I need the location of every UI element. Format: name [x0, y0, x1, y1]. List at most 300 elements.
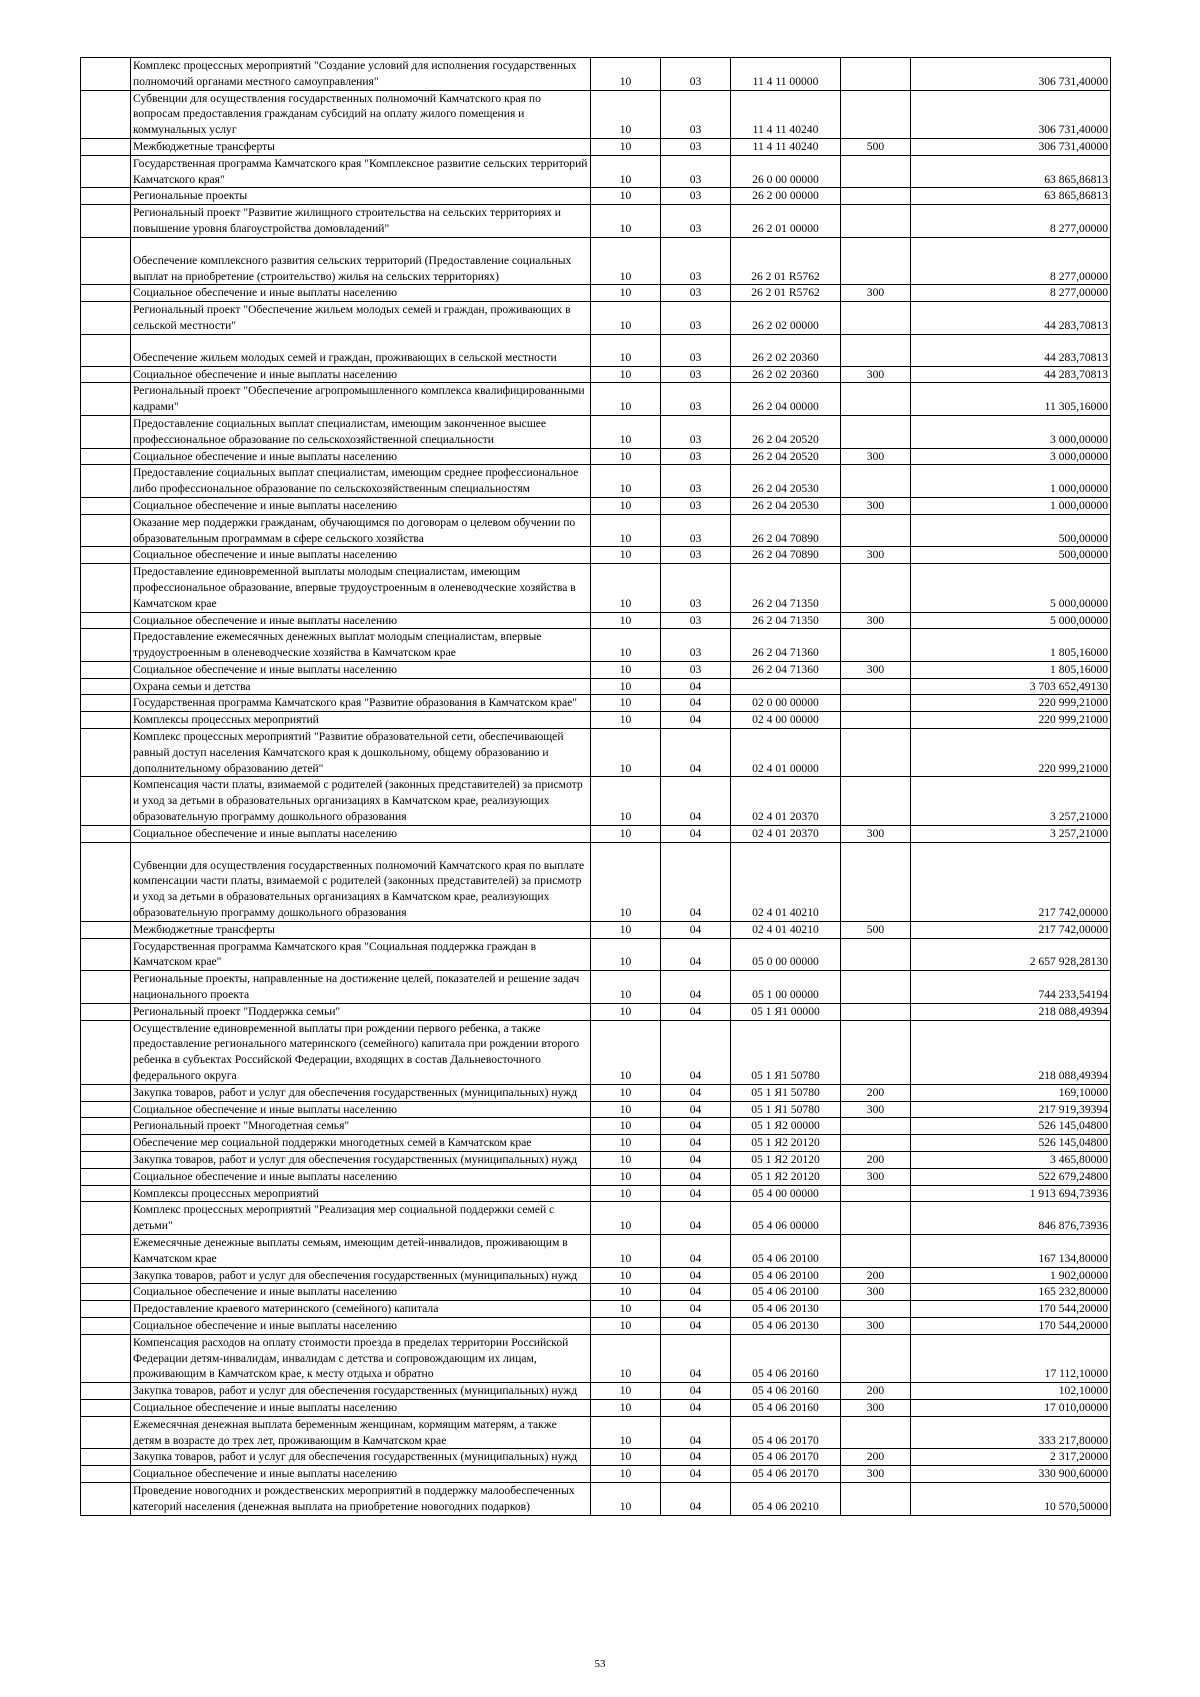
row-expense-type: 500 — [841, 921, 911, 938]
row-name: Осуществление единовременной выплаты при рождении первого ребенка, а также предоставление регионального материнского (семейного) капитала при рождении второго ребенка в субъектах Российской Федерации, входящих в состав Дальневосточного федерального округа — [131, 1020, 591, 1084]
row-amount: 10 570,50000 — [911, 1482, 1111, 1515]
row-name: Государственная программа Камчатского края "Комплексное развитие сельских территорий Камчатского края" — [131, 155, 591, 188]
row-indent-cell — [81, 1168, 131, 1185]
row-target-article: 05 4 06 20130 — [731, 1317, 841, 1334]
row-target-article: 26 2 04 70890 — [731, 514, 841, 547]
row-subsection: 03 — [661, 205, 731, 238]
row-expense-type — [841, 971, 911, 1004]
row-amount: 218 088,49394 — [911, 1020, 1111, 1084]
row-section: 10 — [591, 825, 661, 842]
row-indent-cell — [81, 938, 131, 971]
table-row — [81, 90, 1111, 138]
row-indent-cell — [81, 712, 131, 729]
row-target-article: 02 4 01 40210 — [731, 842, 841, 921]
row-expense-type — [841, 678, 911, 695]
document-page — [80, 57, 1110, 1516]
row-name: Ежемесячная денежная выплата беременным женщинам, кормящим матерям, а также детям в возрасте до трех лет, проживающим в Камчатском крае — [131, 1416, 591, 1449]
row-expense-type — [841, 938, 911, 971]
row-expense-type: 500 — [841, 138, 911, 155]
table-row — [81, 1118, 1111, 1135]
row-target-article: 11 4 11 00000 — [731, 58, 841, 91]
row-section: 10 — [591, 1334, 661, 1382]
row-amount: 220 999,21000 — [911, 712, 1111, 729]
row-section: 10 — [591, 58, 661, 91]
table-row — [81, 661, 1111, 678]
row-name: Охрана семьи и детства — [131, 678, 591, 695]
row-section: 10 — [591, 612, 661, 629]
row-expense-type — [841, 729, 911, 777]
row-name: Региональный проект "Поддержка семьи" — [131, 1003, 591, 1020]
row-subsection: 03 — [661, 514, 731, 547]
row-indent-cell — [81, 497, 131, 514]
row-expense-type — [841, 1234, 911, 1267]
table-row — [81, 921, 1111, 938]
row-section: 10 — [591, 777, 661, 825]
row-section: 10 — [591, 1084, 661, 1101]
row-name: Региональный проект "Многодетная семья" — [131, 1118, 591, 1135]
row-amount: 1 000,00000 — [911, 497, 1111, 514]
row-subsection: 03 — [661, 302, 731, 335]
row-section: 10 — [591, 285, 661, 302]
row-amount: 170 544,20000 — [911, 1317, 1111, 1334]
row-subsection: 03 — [661, 629, 731, 662]
row-indent-cell — [81, 1383, 131, 1400]
row-section: 10 — [591, 1003, 661, 1020]
row-subsection: 04 — [661, 842, 731, 921]
row-indent-cell — [81, 564, 131, 612]
row-indent-cell — [81, 138, 131, 155]
row-expense-type — [841, 1301, 911, 1318]
row-section: 10 — [591, 842, 661, 921]
row-subsection: 04 — [661, 1449, 731, 1466]
row-section: 10 — [591, 1267, 661, 1284]
row-name: Комплексы процессных мероприятий — [131, 712, 591, 729]
row-expense-type: 300 — [841, 285, 911, 302]
row-name: Государственная программа Камчатского края "Развитие образования в Камчатском крае" — [131, 695, 591, 712]
row-subsection: 03 — [661, 366, 731, 383]
row-section: 10 — [591, 712, 661, 729]
table-row — [81, 237, 1111, 285]
row-indent-cell — [81, 514, 131, 547]
row-amount: 3 465,80000 — [911, 1152, 1111, 1169]
row-expense-type: 300 — [841, 612, 911, 629]
row-amount: 44 283,70813 — [911, 302, 1111, 335]
table-row — [81, 58, 1111, 91]
row-expense-type: 300 — [841, 497, 911, 514]
row-target-article: 02 4 01 20370 — [731, 777, 841, 825]
table-row — [81, 448, 1111, 465]
row-subsection: 04 — [661, 1118, 731, 1135]
row-amount: 3 703 652,49130 — [911, 678, 1111, 695]
row-name: Социальное обеспечение и иные выплаты населению — [131, 366, 591, 383]
row-amount: 218 088,49394 — [911, 1003, 1111, 1020]
table-row — [81, 1284, 1111, 1301]
row-section: 10 — [591, 1234, 661, 1267]
row-indent-cell — [81, 188, 131, 205]
row-expense-type: 300 — [841, 1101, 911, 1118]
row-indent-cell — [81, 1466, 131, 1483]
table-row — [81, 1168, 1111, 1185]
row-target-article: 26 2 04 71360 — [731, 661, 841, 678]
table-row — [81, 825, 1111, 842]
row-amount: 306 731,40000 — [911, 90, 1111, 138]
row-target-article: 26 2 02 20360 — [731, 366, 841, 383]
row-subsection: 04 — [661, 825, 731, 842]
table-row — [81, 712, 1111, 729]
table-row — [81, 971, 1111, 1004]
row-subsection: 03 — [661, 285, 731, 302]
row-amount: 1 913 694,73936 — [911, 1185, 1111, 1202]
table-row — [81, 1185, 1111, 1202]
row-subsection: 04 — [661, 1284, 731, 1301]
row-indent-cell — [81, 1202, 131, 1235]
row-name: Социальное обеспечение и иные выплаты населению — [131, 1466, 591, 1483]
row-amount: 8 277,00000 — [911, 237, 1111, 285]
row-amount: 1 000,00000 — [911, 465, 1111, 498]
row-expense-type — [841, 415, 911, 448]
row-target-article: 05 1 00 00000 — [731, 971, 841, 1004]
row-section: 10 — [591, 1466, 661, 1483]
row-target-article: 05 1 Я1 50780 — [731, 1084, 841, 1101]
row-target-article: 26 2 04 70890 — [731, 547, 841, 564]
row-section: 10 — [591, 366, 661, 383]
row-target-article: 05 4 06 20160 — [731, 1334, 841, 1382]
row-indent-cell — [81, 448, 131, 465]
row-subsection: 04 — [661, 1482, 731, 1515]
row-subsection: 04 — [661, 1202, 731, 1235]
row-target-article: 05 4 06 20160 — [731, 1383, 841, 1400]
row-indent-cell — [81, 1152, 131, 1169]
table-row — [81, 366, 1111, 383]
row-amount: 1 902,00000 — [911, 1267, 1111, 1284]
row-subsection: 03 — [661, 155, 731, 188]
row-amount: 500,00000 — [911, 514, 1111, 547]
table-row — [81, 842, 1111, 921]
row-target-article: 26 2 02 20360 — [731, 334, 841, 366]
row-name: Закупка товаров, работ и услуг для обеспечения государственных (муниципальных) нужд — [131, 1383, 591, 1400]
row-indent-cell — [81, 971, 131, 1004]
row-indent-cell — [81, 1003, 131, 1020]
row-subsection: 03 — [661, 564, 731, 612]
row-indent-cell — [81, 1020, 131, 1084]
row-section: 10 — [591, 1301, 661, 1318]
row-indent-cell — [81, 842, 131, 921]
row-amount: 3 000,00000 — [911, 415, 1111, 448]
row-name: Региональные проекты, направленные на достижение целей, показателей и решение задач национального проекта — [131, 971, 591, 1004]
row-indent-cell — [81, 205, 131, 238]
row-name: Закупка товаров, работ и услуг для обеспечения государственных (муниципальных) нужд — [131, 1449, 591, 1466]
row-expense-type: 300 — [841, 1284, 911, 1301]
table-row — [81, 205, 1111, 238]
table-row — [81, 1482, 1111, 1515]
row-amount: 220 999,21000 — [911, 729, 1111, 777]
row-name: Региональные проекты — [131, 188, 591, 205]
row-indent-cell — [81, 237, 131, 285]
row-indent-cell — [81, 1084, 131, 1101]
row-target-article: 05 4 06 20160 — [731, 1399, 841, 1416]
row-amount: 2 317,20000 — [911, 1449, 1111, 1466]
row-section: 10 — [591, 1185, 661, 1202]
table-row — [81, 1152, 1111, 1169]
row-amount: 63 865,86813 — [911, 188, 1111, 205]
row-subsection: 03 — [661, 90, 731, 138]
row-amount: 306 731,40000 — [911, 138, 1111, 155]
row-target-article: 26 2 04 71360 — [731, 629, 841, 662]
row-indent-cell — [81, 383, 131, 416]
row-indent-cell — [81, 921, 131, 938]
row-subsection: 04 — [661, 971, 731, 1004]
row-expense-type: 200 — [841, 1267, 911, 1284]
row-amount: 167 134,80000 — [911, 1234, 1111, 1267]
table-row — [81, 612, 1111, 629]
row-target-article: 05 1 Я1 50780 — [731, 1020, 841, 1084]
row-indent-cell — [81, 1399, 131, 1416]
row-name: Региональный проект "Обеспечение агропромышленного комплекса квалифицированными кадрами" — [131, 383, 591, 416]
row-target-article: 05 1 Я1 50780 — [731, 1101, 841, 1118]
row-indent-cell — [81, 678, 131, 695]
row-section: 10 — [591, 729, 661, 777]
row-subsection: 04 — [661, 678, 731, 695]
row-amount: 8 277,00000 — [911, 285, 1111, 302]
row-subsection: 04 — [661, 1416, 731, 1449]
row-target-article: 26 2 01 00000 — [731, 205, 841, 238]
row-expense-type: 300 — [841, 661, 911, 678]
row-subsection: 03 — [661, 448, 731, 465]
row-subsection: 03 — [661, 138, 731, 155]
row-section: 10 — [591, 547, 661, 564]
row-target-article: 05 4 06 20210 — [731, 1482, 841, 1515]
table-row — [81, 285, 1111, 302]
row-target-article: 26 2 01 R5762 — [731, 285, 841, 302]
row-target-article: 05 1 Я2 20120 — [731, 1168, 841, 1185]
row-section: 10 — [591, 497, 661, 514]
row-subsection: 04 — [661, 695, 731, 712]
row-indent-cell — [81, 695, 131, 712]
row-target-article: 05 1 Я1 00000 — [731, 1003, 841, 1020]
row-subsection: 03 — [661, 58, 731, 91]
table-row — [81, 547, 1111, 564]
table-row — [81, 1399, 1111, 1416]
table-row — [81, 1003, 1111, 1020]
row-name: Межбюджетные трансферты — [131, 921, 591, 938]
row-section: 10 — [591, 205, 661, 238]
row-name: Обеспечение мер социальной поддержки многодетных семей в Камчатском крае — [131, 1135, 591, 1152]
table-row — [81, 1084, 1111, 1101]
row-name: Субвенции для осуществления государственных полномочий Камчатского края по выплате компенсации части платы, взимаемой с родителей (законных представителей) за присмотр и уход за детьми в образовательных организациях в Камчатском крае, реализующих образовательную программу дошкольного образования — [131, 842, 591, 921]
row-section: 10 — [591, 1118, 661, 1135]
row-section: 10 — [591, 1482, 661, 1515]
row-name: Социальное обеспечение и иные выплаты населению — [131, 1101, 591, 1118]
table-row — [81, 1383, 1111, 1400]
row-expense-type: 200 — [841, 1084, 911, 1101]
row-section: 10 — [591, 1020, 661, 1084]
row-amount: 17 010,00000 — [911, 1399, 1111, 1416]
row-name: Обеспечение комплексного развития сельских территорий (Предоставление социальных выплат на приобретение (строительство) жилья на сельских территориях) — [131, 237, 591, 285]
row-expense-type: 300 — [841, 1317, 911, 1334]
row-name: Социальное обеспечение и иные выплаты населению — [131, 612, 591, 629]
row-expense-type — [841, 155, 911, 188]
row-section: 10 — [591, 514, 661, 547]
row-section: 10 — [591, 564, 661, 612]
row-indent-cell — [81, 1482, 131, 1515]
row-section: 10 — [591, 678, 661, 695]
row-subsection: 04 — [661, 1152, 731, 1169]
row-subsection: 03 — [661, 188, 731, 205]
row-indent-cell — [81, 465, 131, 498]
row-expense-type — [841, 695, 911, 712]
table-row — [81, 383, 1111, 416]
table-body — [81, 58, 1111, 1516]
row-expense-type: 300 — [841, 448, 911, 465]
row-subsection: 04 — [661, 1301, 731, 1318]
table-row — [81, 1449, 1111, 1466]
row-name: Социальное обеспечение и иные выплаты населению — [131, 1284, 591, 1301]
row-indent-cell — [81, 1301, 131, 1318]
row-name: Региональный проект "Развитие жилищного строительства на сельских территориях и повышение уровня благоустройства домовладений" — [131, 205, 591, 238]
row-subsection: 04 — [661, 1135, 731, 1152]
row-indent-cell — [81, 1267, 131, 1284]
row-subsection: 04 — [661, 1399, 731, 1416]
row-name: Социальное обеспечение и иные выплаты населению — [131, 1399, 591, 1416]
row-section: 10 — [591, 1202, 661, 1235]
row-expense-type — [841, 1334, 911, 1382]
row-expense-type — [841, 1118, 911, 1135]
table-row — [81, 1317, 1111, 1334]
row-expense-type: 300 — [841, 1466, 911, 1483]
row-amount: 217 742,00000 — [911, 842, 1111, 921]
row-name: Социальное обеспечение и иные выплаты населению — [131, 285, 591, 302]
row-amount: 333 217,80000 — [911, 1416, 1111, 1449]
row-expense-type — [841, 1135, 911, 1152]
row-section: 10 — [591, 465, 661, 498]
row-indent-cell — [81, 1317, 131, 1334]
row-name: Социальное обеспечение и иные выплаты населению — [131, 1317, 591, 1334]
table-row — [81, 514, 1111, 547]
row-subsection: 04 — [661, 1267, 731, 1284]
row-amount: 5 000,00000 — [911, 612, 1111, 629]
row-name: Региональный проект "Обеспечение жильем молодых семей и граждан, проживающих в сельской местности" — [131, 302, 591, 335]
row-subsection: 04 — [661, 1234, 731, 1267]
row-amount: 1 805,16000 — [911, 661, 1111, 678]
table-row — [81, 188, 1111, 205]
row-subsection: 04 — [661, 1020, 731, 1084]
budget-table — [80, 57, 1111, 1516]
row-target-article: 05 1 Я2 20120 — [731, 1135, 841, 1152]
row-expense-type — [841, 712, 911, 729]
row-expense-type — [841, 1185, 911, 1202]
row-section: 10 — [591, 661, 661, 678]
row-section: 10 — [591, 938, 661, 971]
row-expense-type — [841, 205, 911, 238]
row-section: 10 — [591, 188, 661, 205]
row-subsection: 03 — [661, 237, 731, 285]
row-amount: 306 731,40000 — [911, 58, 1111, 91]
row-expense-type — [841, 334, 911, 366]
row-section: 10 — [591, 1284, 661, 1301]
row-section: 10 — [591, 921, 661, 938]
row-expense-type — [841, 842, 911, 921]
row-amount: 63 865,86813 — [911, 155, 1111, 188]
row-subsection: 04 — [661, 1101, 731, 1118]
row-subsection: 04 — [661, 1185, 731, 1202]
table-row — [81, 695, 1111, 712]
row-name: Закупка товаров, работ и услуг для обеспечения государственных (муниципальных) нужд — [131, 1267, 591, 1284]
row-subsection: 04 — [661, 1168, 731, 1185]
row-expense-type — [841, 1416, 911, 1449]
table-row — [81, 1334, 1111, 1382]
row-name: Закупка товаров, работ и услуг для обеспечения государственных (муниципальных) нужд — [131, 1084, 591, 1101]
row-amount: 217 919,39394 — [911, 1101, 1111, 1118]
row-section: 10 — [591, 1399, 661, 1416]
row-subsection: 04 — [661, 938, 731, 971]
row-subsection: 03 — [661, 612, 731, 629]
row-target-article: 05 4 06 20170 — [731, 1449, 841, 1466]
row-target-article: 05 4 06 20170 — [731, 1466, 841, 1483]
row-name: Компенсация расходов на оплату стоимости проезда в пределах территории Российской Федерации детям-инвалидам, инвалидам с детства и сопровождающим их лицам, проживающим в Камчатском крае, к месту отдыха и обратно — [131, 1334, 591, 1382]
row-indent-cell — [81, 1101, 131, 1118]
row-name: Оказание мер поддержки гражданам, обучающимся по договорам о целевом обучении по образовательным программам в сфере сельского хозяйства — [131, 514, 591, 547]
row-name: Предоставление единовременной выплаты молодым специалистам, имеющим профессиональное образование, впервые трудоустроенным в оленеводческие хозяйства в Камчатском крае — [131, 564, 591, 612]
row-target-article: 26 2 04 71350 — [731, 564, 841, 612]
row-amount: 8 277,00000 — [911, 205, 1111, 238]
row-subsection: 03 — [661, 465, 731, 498]
table-row — [81, 1267, 1111, 1284]
row-target-article: 05 4 06 20100 — [731, 1284, 841, 1301]
row-expense-type: 300 — [841, 547, 911, 564]
row-target-article: 02 4 00 00000 — [731, 712, 841, 729]
row-name: Предоставление социальных выплат специалистам, имеющим законченное высшее профессиональное образование по сельскохозяйственной специальности — [131, 415, 591, 448]
row-target-article: 02 4 01 00000 — [731, 729, 841, 777]
row-name: Предоставление краевого материнского (семейного) капитала — [131, 1301, 591, 1318]
row-section: 10 — [591, 1383, 661, 1400]
row-amount: 744 233,54194 — [911, 971, 1111, 1004]
row-target-article: 02 4 01 20370 — [731, 825, 841, 842]
row-subsection: 03 — [661, 661, 731, 678]
row-indent-cell — [81, 1118, 131, 1135]
row-amount: 170 544,20000 — [911, 1301, 1111, 1318]
row-name: Ежемесячные денежные выплаты семьям, имеющим детей-инвалидов, проживающим в Камчатском крае — [131, 1234, 591, 1267]
row-name: Обеспечение жильем молодых семей и граждан, проживающих в сельской местности — [131, 334, 591, 366]
table-row — [81, 729, 1111, 777]
row-amount: 526 145,04800 — [911, 1135, 1111, 1152]
row-amount: 526 145,04800 — [911, 1118, 1111, 1135]
row-name: Социальное обеспечение и иные выплаты населению — [131, 1168, 591, 1185]
row-section: 10 — [591, 1416, 661, 1449]
row-name: Комплекс процессных мероприятий "Развитие образовательной сети, обеспечивающей равный доступ населения Камчатского края к дошкольному, общему образованию и дополнительному образованию детей" — [131, 729, 591, 777]
row-expense-type — [841, 564, 911, 612]
row-expense-type — [841, 514, 911, 547]
table-row — [81, 1234, 1111, 1267]
row-amount: 846 876,73936 — [911, 1202, 1111, 1235]
row-indent-cell — [81, 415, 131, 448]
row-target-article: 05 4 06 20100 — [731, 1267, 841, 1284]
row-amount: 330 900,60000 — [911, 1466, 1111, 1483]
row-target-article — [731, 678, 841, 695]
table-row — [81, 564, 1111, 612]
row-name: Межбюджетные трансферты — [131, 138, 591, 155]
table-row — [81, 497, 1111, 514]
row-subsection: 04 — [661, 777, 731, 825]
row-expense-type — [841, 237, 911, 285]
row-indent-cell — [81, 1185, 131, 1202]
row-section: 10 — [591, 138, 661, 155]
row-target-article: 26 2 04 20520 — [731, 415, 841, 448]
table-row — [81, 1416, 1111, 1449]
row-amount: 522 679,24800 — [911, 1168, 1111, 1185]
table-row — [81, 302, 1111, 335]
row-name: Социальное обеспечение и иные выплаты населению — [131, 497, 591, 514]
row-section: 10 — [591, 155, 661, 188]
